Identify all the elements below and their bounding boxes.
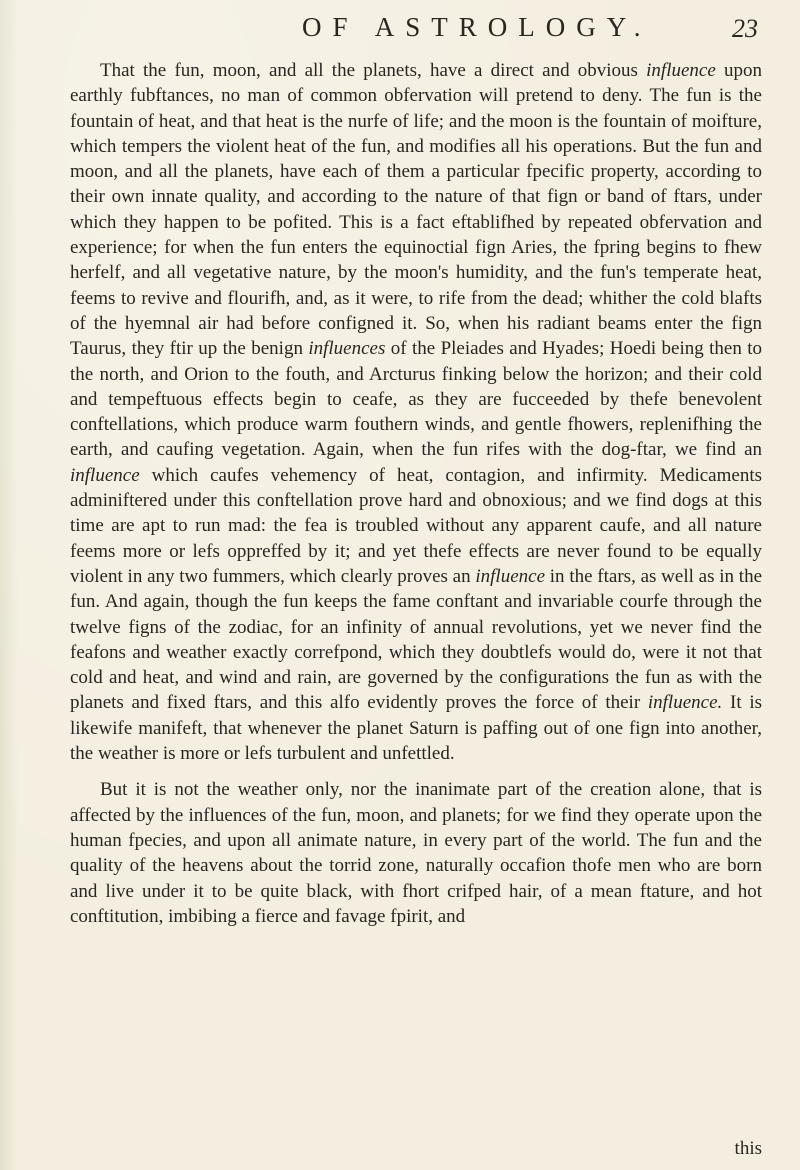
italic-text: influence (70, 464, 140, 486)
paragraph (70, 777, 762, 929)
italic-text: influences (308, 338, 386, 360)
body-text (70, 58, 762, 929)
page-number: 23 (732, 14, 758, 43)
italic-text: influence (475, 565, 546, 587)
text-run: of the Pleiades and Hyades; Hoedi being then to the north, and Orion to the fouth, and Arcturus finking below the horizon; and their cold and tempeftuous effects begin to ceafe, as they are fucceeded by thefe benevolent conftellations, which produce warm fouthern winds, and gentle fhowers, replenifhing the earth, and caufing vegetation. Again, when the fun rifes with the dog-ftar, we find an (70, 338, 763, 461)
italic-text: influence. (647, 692, 723, 714)
running-title: OF ASTROLOGY. (302, 12, 652, 42)
text-run: It is likewife manifeft, that whenever the planet Saturn is paffing out of one fign into another, the weather is more or lefs turbulent and unfettled. (70, 692, 762, 765)
text-run: upon earthly fubftances, no man of common obfervation will pretend to deny. The fun is the fountain of heat, and that heat is the nurfe of life; and the moon is the fountain of moifture, which tempers the violent heat of the fun, and modifies all his operations. But the fun and moon, and all the planets, have each of them a particular fpecific property, according to their own innate quality, and according to the nature of that fign or band of ftars, under which they happen to be pofited. This is a fact eftablifhed by repeated obfervation and experience; for when the fun enters the equinoctial fign Aries, the fpring begins to fhew herfelf, and all vegetative nature, by the moon's humidity, and the fun's temperate heat, feems to revive and flourifh, and, as it were, to rife from the dead; whither the cold blafts of the hyemnal air had before configned it. So, when his radiant beams enter the fign Taurus, they ftir up the benign (70, 60, 763, 360)
italic-text: influence (646, 60, 716, 81)
text-run: in the ftars, as well as in the fun. And again, though the fun keeps the fame conftant and invariable courfe through the twelve figns of the zodiac, for an infinity of annual revolutions, yet we never find the feafons and weather exactly correfpond, which they doubtlefs would do, were it not that cold and heat, and wind and rain, are governed by the configurations the fun as with the planets and fixed ftars, and this alfo evidently proves the force of their (70, 565, 762, 714)
catchword: this (734, 1138, 762, 1159)
paragraph (70, 58, 762, 766)
text-run: That the fun, moon, and all the planets, have a direct and obvious (100, 60, 647, 81)
text-run: But it is not the weather only, nor the inanimate part of the creation alone, that is affected by the influences of the fun, moon, and planets; for we find they operate upon the human fpecies, and upon all animate nature, in every part of the world. The fun and the quality of the heavens about the torrid zone, naturally occafion thofe men who are born and live under it to be quite black, with fhort crifped hair, of a mean ftature, and hot conftitution, imbibing a fierce and favage fpirit, and (70, 779, 762, 927)
text-run: which caufes vehemency of heat, contagion, and infirmity. Medicaments adminiftered under this conftellation prove hard and obnoxious; and we find dogs at this time are apt to run mad: the fea is troubled without any apparent caufe, and all nature feems more or lefs oppreffed by it; and yet thefe effects are never found to be equally violent in any two fummers, which clearly proves an (70, 464, 762, 587)
page-header (70, 12, 760, 52)
